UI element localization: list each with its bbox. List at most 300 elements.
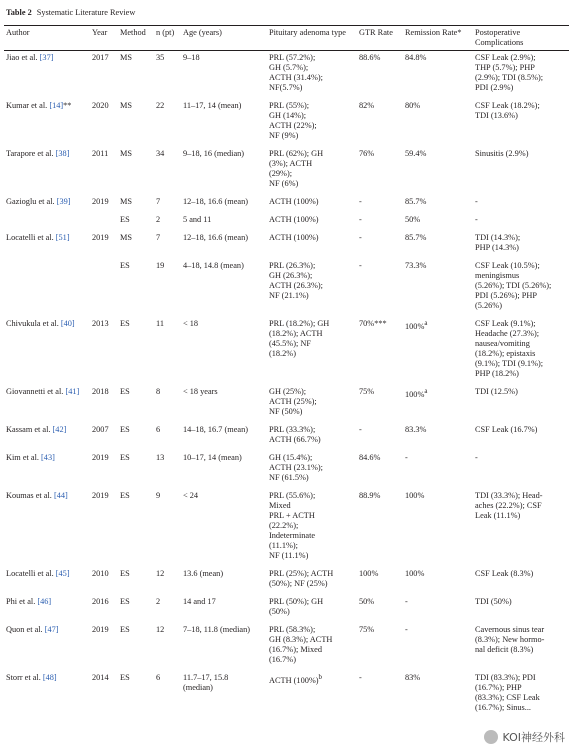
age-cell-text: < 18 years [183,387,218,396]
n-cell [154,99,181,147]
n-cell-text: 7 [156,233,161,242]
n-cell-text: 12 [156,569,165,578]
gtr-cell [357,623,403,671]
gtr-cell [357,385,403,423]
col-header-complications: Postoperative Complications [473,26,569,51]
complications-cell-text: Cavernous sinus tear (8.3%); New hormo- nal deficit (8.3%) [475,625,545,654]
complications-cell-text: CSF Leak (18.2%); TDI (13.6%) [475,101,540,120]
n-cell-text: 13 [156,453,165,462]
age-cell-text: 11.7–17, 15.8 (median) [183,673,229,692]
age-cell-text: < 18 [183,319,199,328]
gtr-cell-text: 75% [359,625,375,634]
author-cell [4,213,90,231]
remission-cell-text: 50% [405,215,421,224]
type-cell [267,671,357,719]
complications-cell [473,595,569,623]
age-cell [181,259,267,317]
table-number: Table 2 [6,8,32,17]
author-cell [4,671,90,719]
author-name: Kassam et al. [6,425,51,434]
year-cell-text: 2011 [92,149,109,158]
table-row [4,671,569,719]
complications-cell-text: TDI (33.3%); Head- aches (22.2%); CSF Leak (11.1%) [475,491,543,520]
year-cell [90,451,118,489]
reference-link[interactable]: [47] [44,625,59,634]
footnote-marker: b [318,674,322,681]
author-cell [4,567,90,595]
table-row [4,147,569,195]
type-cell-text: ACTH (100%) [269,233,319,242]
gtr-cell [357,259,403,317]
table-row [4,259,569,317]
n-cell-text: 6 [156,673,161,682]
footnote-marker: a [424,388,428,395]
table-caption [6,8,135,17]
type-cell [267,595,357,623]
year-cell-text: 2017 [92,53,109,62]
type-cell [267,147,357,195]
complications-cell-text: - [475,215,478,224]
age-cell [181,451,267,489]
gtr-cell-text: 88.6% [359,53,381,62]
n-cell [154,423,181,451]
col-header-gtr: GTR Rate [357,26,403,51]
n-cell-text: 12 [156,625,165,634]
method-cell-text: MS [120,53,132,62]
remission-cell-text: - [405,597,408,606]
complications-cell [473,147,569,195]
table-row [4,567,569,595]
gtr-cell-text: 100% [359,569,379,578]
type-cell [267,195,357,213]
n-cell-text: 2 [156,597,161,606]
remission-cell-text: 100% [405,569,425,578]
method-cell-text: ES [120,319,130,328]
author-cell [4,595,90,623]
watermark [484,729,565,745]
gtr-cell [357,213,403,231]
author-cell [4,385,90,423]
age-cell-text: 7–18, 11.8 (median) [183,625,250,634]
type-cell-text: PRL (55%); GH (14%); ACTH (22%); NF (9%) [269,101,317,140]
remission-cell-text: 80% [405,101,421,110]
gtr-cell [357,317,403,385]
complications-cell [473,195,569,213]
author-cell [4,489,90,567]
author-cell [4,231,90,259]
year-cell-text: 2019 [92,453,109,462]
type-cell [267,51,357,100]
gtr-cell-text: 50% [359,597,375,606]
complications-cell [473,385,569,423]
author-name: Jiao et al. [6,53,38,62]
remission-cell [403,213,473,231]
complications-cell [473,671,569,719]
gtr-cell-text: - [359,197,362,206]
reference-link[interactable]: [45] [55,569,70,578]
n-cell-text: 8 [156,387,161,396]
author-name: Giovannetti et al. [6,387,64,396]
remission-cell [403,623,473,671]
reference-link[interactable]: [46] [37,597,52,606]
year-cell [90,385,118,423]
year-cell-text: 2010 [92,569,109,578]
table-row [4,595,569,623]
type-cell-text: PRL (50%); GH (50%) [269,597,324,616]
author-name: Quon et al. [6,625,43,634]
gtr-cell-text: 84.6% [359,453,381,462]
col-header-remission: Remission Rate* [403,26,473,51]
year-cell [90,317,118,385]
n-cell-text: 19 [156,261,165,270]
complications-cell-text: - [475,197,478,206]
remission-cell [403,195,473,213]
year-cell-text: 2019 [92,233,109,242]
method-cell-text: ES [120,215,130,224]
remission-cell-text: 100% [405,491,425,500]
complications-cell [473,213,569,231]
n-cell [154,671,181,719]
table-row [4,317,569,385]
year-cell-text: 2007 [92,425,109,434]
remission-cell [403,51,473,100]
type-cell [267,99,357,147]
n-cell [154,259,181,317]
age-cell [181,195,267,213]
method-cell [118,489,154,567]
n-cell [154,317,181,385]
complications-cell [473,51,569,100]
col-header-year: Year [90,26,118,51]
n-cell [154,195,181,213]
reference-link[interactable]: [14] [49,101,64,110]
table-row [4,385,569,423]
n-cell [154,595,181,623]
table-row [4,489,569,567]
year-cell-text: 2014 [92,673,109,682]
col-header-author: Author [4,26,90,51]
method-cell-text: ES [120,569,130,578]
author-name: Chivukula et al. [6,319,59,328]
age-cell [181,423,267,451]
n-cell [154,489,181,567]
author-name: Tarapore et al. [6,149,54,158]
type-cell [267,385,357,423]
type-cell-text: PRL (57.2%); GH (5.7%); ACTH (31.4%); NF(5.7%) [269,53,323,92]
complications-cell [473,231,569,259]
gtr-cell-text: 70%*** [359,319,387,328]
n-cell [154,147,181,195]
author-name: Locatelli et al. [6,233,54,242]
method-cell [118,259,154,317]
type-cell-text: ACTH (100%) [269,215,319,224]
table-row [4,195,569,213]
complications-cell-text: CSF Leak (16.7%) [475,425,538,434]
year-cell-text: 2020 [92,101,109,110]
table-row [4,231,569,259]
table-body [4,51,569,720]
age-cell-text: 11–17, 14 (mean) [183,101,242,110]
method-cell [118,567,154,595]
n-cell [154,213,181,231]
remission-cell [403,595,473,623]
remission-cell-text: 73.3% [405,261,427,270]
age-cell [181,99,267,147]
col-header-n: n (pt) [154,26,181,51]
gtr-cell [357,567,403,595]
remission-cell [403,671,473,719]
gtr-cell [357,195,403,213]
complications-cell-text: CSF Leak (9.1%); Headache (27.3%); nausea/vomiting (18.2%); epistaxis (9.1%); TDI (9.1%); PHP (18.2%) [475,319,544,378]
author-cell [4,147,90,195]
author-name: Locatelli et al. [6,569,54,578]
type-cell [267,489,357,567]
type-cell-text: ACTH (100%) [269,197,319,206]
year-cell [90,259,118,317]
gtr-cell [357,451,403,489]
type-cell [267,231,357,259]
reference-link[interactable]: [38] [55,149,70,158]
year-cell-text: 2013 [92,319,109,328]
method-cell [118,231,154,259]
age-cell-text: 12–18, 16.6 (mean) [183,233,248,242]
age-cell [181,213,267,231]
year-cell-text: 2019 [92,197,109,206]
gtr-cell-text: - [359,425,362,434]
author-cell [4,51,90,100]
remission-cell-text: 83% [405,673,421,682]
remission-cell-text: - [405,453,408,462]
reference-link[interactable]: [48] [42,673,57,682]
age-cell [181,231,267,259]
method-cell-text: ES [120,625,130,634]
complications-cell-text: TDI (12.5%) [475,387,518,396]
age-cell-text: < 24 [183,491,199,500]
method-cell [118,51,154,100]
method-cell [118,623,154,671]
type-cell-text: GH (25%); ACTH (25%); NF (50%) [269,387,317,416]
author-cell [4,195,90,213]
author-cell [4,423,90,451]
remission-cell [403,489,473,567]
age-cell [181,595,267,623]
method-cell-text: ES [120,673,130,682]
literature-review-table [4,25,569,719]
n-cell-text: 7 [156,197,161,206]
reference-link[interactable]: [40] [60,319,75,328]
author-cell [4,451,90,489]
gtr-cell [357,231,403,259]
type-cell [267,423,357,451]
complications-cell-text: Sinusitis (2.9%) [475,149,529,158]
complications-cell [473,259,569,317]
complications-cell-text: TDI (14.3%); PHP (14.3%) [475,233,521,252]
reference-link[interactable]: [42] [52,425,67,434]
remission-cell [403,231,473,259]
remission-cell [403,147,473,195]
age-cell [181,317,267,385]
type-cell-text: PRL (33.3%); ACTH (66.7%) [269,425,321,444]
table-row [4,423,569,451]
age-cell-text: 9–18 [183,53,200,62]
age-cell-text: 14 and 17 [183,597,216,606]
method-cell-text: MS [120,197,132,206]
gtr-cell [357,99,403,147]
reference-link[interactable]: [44] [53,491,68,500]
age-cell-text: 13.6 (mean) [183,569,224,578]
author-cell [4,623,90,671]
year-cell [90,195,118,213]
method-cell-text: ES [120,453,130,462]
header-row [4,26,569,51]
age-cell [181,51,267,100]
remission-cell-text: 100% [405,321,425,331]
year-cell [90,595,118,623]
reference-link[interactable]: [43] [41,453,55,462]
gtr-cell-text: 76% [359,149,375,158]
watermark-text: KOI神经外科 [502,731,565,744]
remission-cell [403,567,473,595]
year-cell [90,423,118,451]
method-cell-text: MS [120,101,132,110]
year-cell [90,623,118,671]
gtr-cell-text: - [359,261,362,270]
n-cell [154,51,181,100]
n-cell-text: 6 [156,425,161,434]
n-cell-text: 9 [156,491,161,500]
age-cell-text: 9–18, 16 (median) [183,149,245,158]
author-name: Kumar et al. [6,101,48,110]
gtr-cell [357,489,403,567]
gtr-cell-text: 88.9% [359,491,381,500]
reference-link[interactable]: [37] [39,53,54,62]
type-cell-text: PRL (18.2%); GH (18.2%); ACTH (45.5%); NF (18.2%) [269,319,330,358]
remission-cell-text: 84.8% [405,53,427,62]
method-cell-text: ES [120,425,130,434]
remission-cell [403,451,473,489]
remission-cell-text: 100% [405,389,425,399]
author-cell [4,317,90,385]
gtr-cell-text: 82% [359,101,375,110]
method-cell [118,385,154,423]
age-cell-text: 4–18, 14.8 (mean) [183,261,244,270]
complications-cell [473,489,569,567]
type-cell [267,623,357,671]
author-name: Phi et al. [6,597,36,606]
year-cell [90,489,118,567]
year-cell [90,213,118,231]
type-cell [267,213,357,231]
type-cell [267,259,357,317]
method-cell [118,671,154,719]
year-cell-text: 2018 [92,387,109,396]
remission-cell [403,259,473,317]
col-header-age: Age (years) [181,26,267,51]
method-cell [118,451,154,489]
age-cell-text: 10–17, 14 (mean) [183,453,242,462]
complications-cell [473,451,569,489]
age-cell [181,489,267,567]
reference-link[interactable]: [39] [56,197,71,206]
author-name: Kim et al. [6,453,39,462]
author-name: Storr et al. [6,673,41,682]
method-cell-text: ES [120,597,130,606]
complications-cell [473,423,569,451]
method-cell [118,317,154,385]
method-cell [118,195,154,213]
method-cell-text: ES [120,387,130,396]
n-cell-text: 2 [156,215,161,224]
gtr-cell-text: - [359,673,362,682]
n-cell-text: 11 [156,319,164,328]
complications-cell-text: TDI (83.3%); PDI (16.7%); PHP (83.3%); CSF Leak (16.7%); Sinus... [475,673,540,712]
gtr-cell [357,51,403,100]
year-cell [90,231,118,259]
type-cell-text: GH (15.4%); ACTH (23.1%); NF (61.5%) [269,453,323,482]
year-cell [90,567,118,595]
table-row [4,451,569,489]
col-header-type: Pituitary adenoma type [267,26,357,51]
type-cell-text: PRL (58.3%); GH (8.3%); ACTH (16.7%); Mixed (16.7%) [269,625,333,664]
year-cell-text: 2019 [92,625,109,634]
year-cell-text: 2016 [92,597,109,606]
footnote-marker: a [424,320,428,327]
age-cell [181,385,267,423]
reference-link[interactable]: [51] [55,233,70,242]
type-cell [267,451,357,489]
age-cell [181,567,267,595]
method-cell [118,147,154,195]
age-cell-text: 14–18, 16.7 (mean) [183,425,248,434]
remission-cell-text: 85.7% [405,233,427,242]
gtr-cell-text: - [359,233,362,242]
method-cell [118,213,154,231]
gtr-cell [357,423,403,451]
year-cell [90,51,118,100]
table-title: Systematic Literature Review [36,8,136,17]
complications-cell-text: TDI (50%) [475,597,512,606]
n-cell [154,385,181,423]
gtr-cell-text: - [359,215,362,224]
n-cell-text: 35 [156,53,165,62]
remission-cell [403,317,473,385]
age-cell [181,671,267,719]
gtr-cell [357,147,403,195]
complications-cell-text: - [475,453,478,462]
age-cell-text: 5 and 11 [183,215,212,224]
method-cell [118,423,154,451]
col-header-method: Method [118,26,154,51]
year-cell-text: 2019 [92,491,109,500]
table-row [4,99,569,147]
method-cell-text: ES [120,491,130,500]
author-name: Koumas et al. [6,491,52,500]
reference-link[interactable]: [41] [65,387,80,396]
complications-cell-text: CSF Leak (10.5%); meningismus (5.26%); TDI (5.26%); PDI (5.26%); PHP (5.26%) [475,261,552,310]
type-cell-text: PRL (25%); ACTH (50%); NF (25%) [269,569,334,588]
wechat-icon [484,730,498,744]
remission-cell [403,423,473,451]
complications-cell [473,99,569,147]
gtr-cell-text: 75% [359,387,375,396]
type-cell [267,317,357,385]
type-cell-text: PRL (26.3%); GH (26.3%); ACTH (26.3%); NF (21.1%) [269,261,323,300]
n-cell [154,231,181,259]
author-name: Gazioglu et al. [6,197,55,206]
remission-cell-text: 83.3% [405,425,427,434]
complications-cell [473,623,569,671]
method-cell [118,595,154,623]
